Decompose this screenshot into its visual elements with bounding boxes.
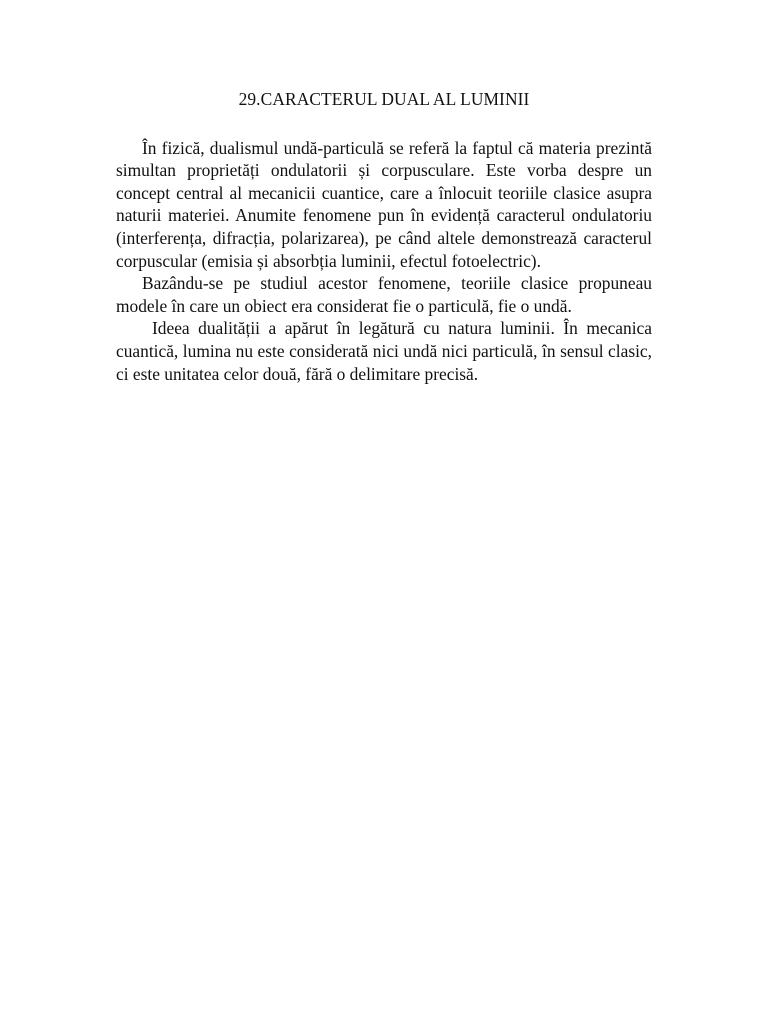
paragraph-wave-particle-duality: În fizică, dualismul undă-particulă se referă la faptul că materia prezintă simultan proprietăți ondulatorii și corpusculare. Este vorba despre un concept central al mecanicii cuantice, care a înlocuit teoriile clasice asupra naturii materiei. Anumite fenomene pun în evidență caracterul ondulatoriu (interferența, difracția, polarizarea), pe când altele demonstrează caracterul corpuscular (emisia și absorbția luminii, efectul fotoelectric). xyxy=(116,137,652,271)
document-body xyxy=(116,88,652,385)
paragraph-classical-models: Bazându-se pe studiul acestor fenomene, teoriile clasice propuneau modele în care un obiect era considerat fie o particulă, fie o undă. xyxy=(116,273,652,316)
document-title: 29.CARACTERUL DUAL AL LUMINII xyxy=(238,89,530,109)
paragraph-light-duality: Ideea dualității a apărut în legătură cu natura luminii. În mecanica cuantică, lumina nu este considerată nici undă nici particulă, în sensul clasic, ci este unitatea celor două, fără o delimitare precisă. xyxy=(116,318,652,384)
